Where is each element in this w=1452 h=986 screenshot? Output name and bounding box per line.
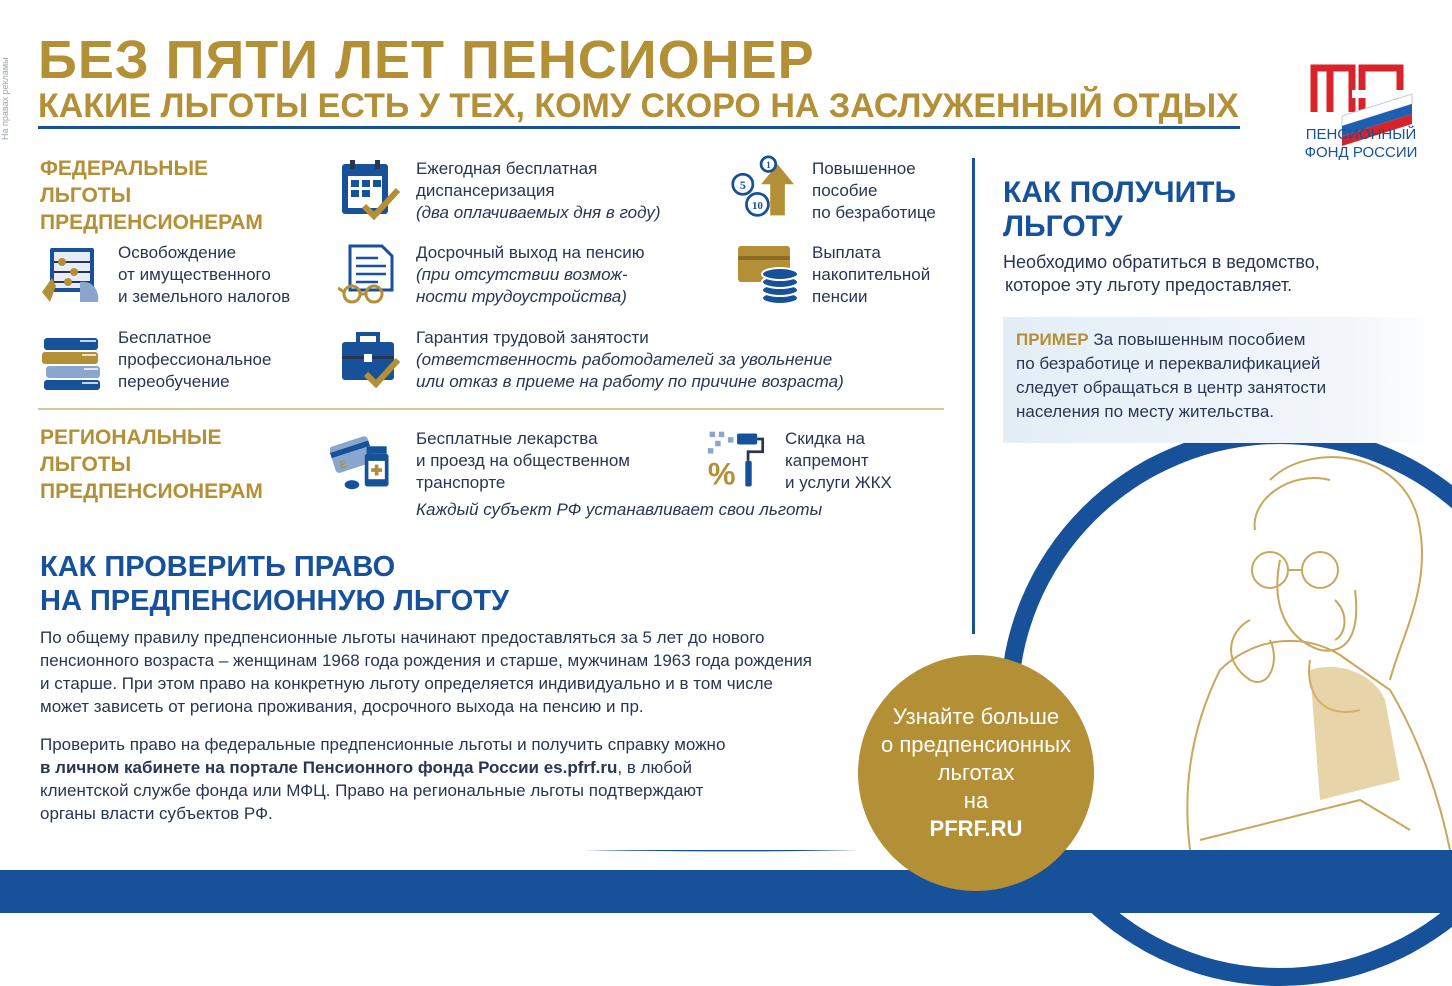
benefit-line: Выплата	[812, 243, 881, 262]
benefit-note-text: (при отсутствии возмож-	[416, 265, 628, 284]
logo-line-1: ПЕНСИОННЫЙ	[1305, 126, 1417, 143]
cta-line: льготах	[937, 760, 1015, 785]
books-icon	[40, 330, 104, 394]
benefit-line: Гарантия трудовой занятости	[416, 328, 649, 347]
check-heading-line: КАК ПРОВЕРИТЬ ПРАВО	[40, 551, 396, 583]
how-heading-line: КАК ПОЛУЧИТЬ	[1003, 176, 1237, 209]
column-divider	[972, 158, 975, 634]
check-heading-line: НА ПРЕДПЕНСИОННУЮ ЛЬГОТУ	[40, 585, 510, 617]
logo-line-2: ФОНД РОССИИ	[1304, 144, 1418, 161]
benefit-line: Освобождение	[118, 243, 237, 262]
document-glasses-icon	[338, 242, 402, 306]
benefit-line: пенсии	[812, 287, 868, 306]
cta-line: о предпенсионных	[880, 732, 1072, 757]
text-line: и старше. При этом право на конкретную льготу определяется индивидуально и в том числе	[40, 674, 773, 693]
logo-text	[1286, 126, 1436, 162]
text-line: клиентской службе фонда или МФЦ. Право на региональные льготы подтверждают	[40, 781, 704, 800]
benefit-line: транспорте	[416, 473, 506, 492]
svg-text:%: %	[707, 456, 736, 492]
benefit-line: Бесплатные лекарства	[416, 429, 598, 448]
how-heading	[1003, 176, 1236, 244]
text-fragment: За повышенным пособием	[1088, 330, 1306, 349]
svg-text:1: 1	[766, 159, 771, 170]
benefit-line: от имущественного	[118, 265, 271, 284]
text-line: По общему правилу предпенсионные льготы начинают предоставляться за 5 лет до нового	[40, 628, 765, 647]
check-heading	[40, 550, 509, 618]
benefit-note-text: (два оплачиваемых дня в году)	[416, 203, 661, 222]
benefit-line: и проезд на общественном	[416, 451, 630, 470]
benefit-note-text: или отказ в приеме на работу по причине возраста)	[416, 372, 844, 391]
svg-text:10: 10	[751, 199, 763, 212]
regional-heading	[40, 424, 263, 505]
title-divider	[38, 126, 1240, 129]
benefit-line: и услуги ЖКХ	[785, 473, 892, 492]
benefit-note	[416, 286, 645, 308]
portal-link-text[interactable]: в личном кабинете на портале Пенсионного фонда России es.pfrf.ru	[40, 758, 618, 777]
federal-heading-line: ФЕДЕРАЛЬНЫЕ	[40, 157, 209, 180]
benefit-line: накопительной	[812, 265, 931, 284]
benefit-line: пособие	[812, 181, 878, 200]
text-line: следует обращаться в центр занятости	[1016, 378, 1327, 397]
benefit-line: по безработице	[812, 203, 936, 222]
benefit-line: переобучение	[118, 372, 230, 391]
percent-roller-icon	[706, 428, 770, 492]
text-line	[1016, 328, 1426, 352]
text-line: органы власти субъектов РФ.	[40, 804, 273, 823]
benefit-retraining	[118, 327, 271, 393]
benefit-line: Досрочный выход на пенсию	[416, 243, 645, 262]
svg-text:E: E	[338, 458, 349, 472]
benefit-line: Ежегодная бесплатная	[416, 159, 598, 178]
page-title: БЕЗ ПЯТИ ЛЕТ ПЕНСИОНЕР	[38, 30, 815, 90]
benefit-medical-exam	[416, 158, 660, 224]
regional-heading-line: РЕГИОНАЛЬНЫЕ	[40, 426, 222, 449]
how-text	[1003, 251, 1320, 297]
benefit-employment-guarantee	[416, 327, 844, 393]
benefit-medicine-transport	[416, 428, 630, 494]
check-paragraph-1	[40, 626, 920, 718]
text-line: которое эту льготу предоставляет.	[1005, 275, 1293, 295]
text-line: может зависеть от региона проживания, досрочного выхода на пенсию и пр.	[40, 697, 644, 716]
text-line: Необходимо обратиться в ведомство,	[1003, 252, 1320, 272]
regional-heading-line: ПРЕДПЕНСИОНЕРАМ	[40, 480, 263, 503]
text-fragment: , в любой	[617, 758, 692, 777]
benefit-line: Бесплатное	[118, 328, 212, 347]
text-line: Проверить право на федеральные предпенсионные льготы и получить справку можно	[40, 735, 726, 754]
benefit-unemployment-allowance	[812, 158, 936, 224]
federal-heading-line: ПРЕДПЕНСИОНЕРАМ	[40, 211, 263, 234]
regional-note: Каждый субъект РФ устанавливает свои льготы	[416, 500, 823, 519]
cta-site-link[interactable]: PFRF.RU	[929, 816, 1023, 841]
page-subtitle: КАКИЕ ЛЬГОТЫ ЕСТЬ У ТЕХ, КОМУ СКОРО НА ЗАСЛУЖЕННЫЙ ОТДЫХ	[38, 87, 1239, 125]
check-paragraph-2	[40, 733, 860, 825]
wallet-coins-icon	[736, 242, 800, 306]
text-line	[40, 756, 860, 779]
briefcase-check-icon	[338, 328, 402, 392]
benefit-note-text: (ответственность работодателей за увольнение	[416, 350, 833, 369]
text-line: населения по месту жительства.	[1016, 402, 1275, 421]
benefit-tax-exemption	[118, 242, 290, 308]
calculator-icon	[40, 242, 104, 306]
section-divider	[38, 408, 944, 410]
calendar-check-icon	[338, 158, 402, 222]
cta-line: Узнайте больше	[892, 704, 1060, 729]
benefit-line: профессиональное	[118, 350, 272, 369]
regional-heading-line: ЛЬГОТЫ	[40, 453, 132, 476]
coins-arrow-icon	[730, 155, 794, 219]
benefit-line: Скидка на	[785, 429, 865, 448]
federal-heading	[40, 155, 263, 236]
svg-text:5: 5	[739, 177, 746, 192]
learn-more-badge[interactable]	[858, 655, 1094, 891]
medicine-card-icon	[330, 428, 394, 492]
benefit-note	[416, 349, 844, 371]
benefit-line: диспансеризация	[416, 181, 555, 200]
text-line: пенсионного возраста – женщинам 1968 года рождения и старше, мужчинам 1963 года рождения	[40, 651, 812, 670]
benefit-line: и земельного налогов	[118, 287, 291, 306]
text-line: по безработице и переквалификацией	[1016, 354, 1321, 373]
cta-prefix: на	[963, 788, 989, 813]
cta-line	[930, 787, 1023, 843]
example-text	[1016, 328, 1426, 424]
federal-heading-line: ЛЬГОТЫ	[40, 184, 132, 207]
benefit-note-text: ности трудоустройства)	[416, 287, 627, 306]
benefit-funded-pension	[812, 242, 930, 308]
benefit-housing-discount	[785, 428, 892, 494]
benefit-note	[416, 371, 844, 393]
example-label: ПРИМЕР	[1016, 330, 1089, 349]
benefit-line: капремонт	[785, 451, 869, 470]
how-heading-line: ЛЬГОТУ	[1003, 210, 1123, 243]
benefit-note	[416, 202, 660, 224]
benefit-early-retirement	[416, 242, 645, 308]
benefit-line: Повышенное	[812, 159, 916, 178]
benefit-note	[416, 264, 645, 286]
woman-illustration-icon	[1160, 440, 1452, 850]
side-note: На правах рекламы	[0, 57, 10, 140]
